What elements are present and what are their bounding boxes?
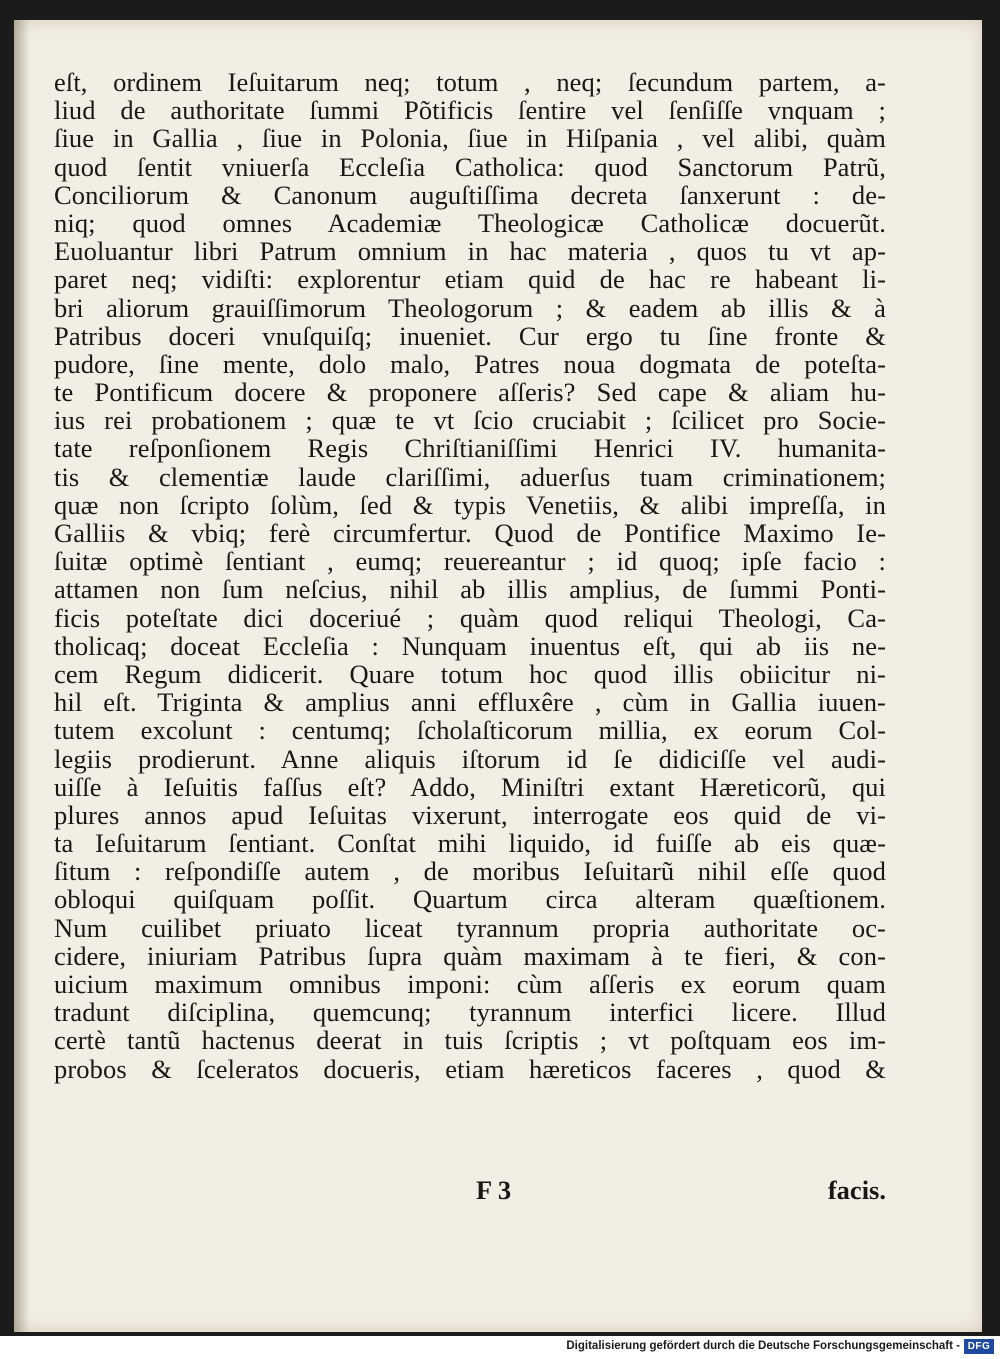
text-line: ius rei probationem ; quæ te vt ſcio cruciabit ; ſcilicet pro Socie-: [54, 405, 886, 436]
text-line: bri aliorum grauiſſimorum Theologorum ; & eadem ab illis & à: [54, 292, 886, 323]
text-line: Conciliorum & Canonum auguſtiſſima decreta ſanxerunt : de-: [54, 179, 886, 210]
signature-mark: F 3: [476, 1175, 512, 1205]
text-line: Patribus doceri vnuſquiſq; inueniet. Cur ergo tu ſine fronte &: [54, 320, 886, 351]
text-line: Euoluantur libri Patrum omnium in hac materia , quos tu vt ap-: [54, 236, 886, 267]
text-line: plures annos apud Ieſuitas vixerunt, interrogate eos quid de vi-: [54, 799, 886, 830]
text-line: niq; quod omnes Academiæ Theologicæ Catholicæ docuerũt.: [54, 207, 886, 238]
text-line: quæ non ſcripto ſolùm, ſed & typis Venetiis, & alibi impreſſa, in: [54, 489, 886, 520]
text-line: ſitum : reſpondiſſe autem , de moribus Ieſuitarũ nihil eſſe quod: [54, 856, 886, 887]
text-line: probos & ſceleratos docueris, etiam hæreticos faceres , quod &: [54, 1053, 886, 1084]
text-line: quod ſentit vniuerſa Eccleſia Catholica: quod Sanctorum Patrũ,: [54, 151, 886, 182]
text-line: pudore, ſine mente, dolo malo, Patres noua dogmata de poteſta-: [54, 348, 886, 379]
text-line: tradunt diſciplina, quemcunq; tyrannum interfici licere. Illud: [54, 997, 886, 1028]
funding-credit-text: Digitalisierung gefördert durch die Deutsche Forschungsgemeinschaft -: [566, 1340, 960, 1352]
text-line: paret neq; vidiſti: explorentur etiam quid de hac re habeant li-: [54, 264, 886, 295]
text-line: uicium maximum omnibus imponi: cùm aſſeris ex eorum quam: [54, 969, 886, 999]
text-line: hil eſt. Triginta & amplius anni effluxêre , cùm in Gallia iuuen-: [54, 687, 886, 718]
text-line: ſiue in Gallia , ſiue in Polonia, ſiue in Hiſpania , vel alibi, quàm: [54, 123, 886, 154]
text-line: cem Regum didicerit. Quare totum hoc quod illis obiicitur ni-: [54, 658, 886, 689]
page-footer-line: [54, 1175, 886, 1205]
text-line: uiſſe à Ieſuitis faſſus eſt? Addo, Miniſtri extant Hæreticorũ, qui: [54, 771, 886, 802]
text-line: tate reſponſionem Regis Chriſtianiſſimi Henrici IV. humanita-: [54, 433, 886, 464]
text-line: tutem excolunt : centumq; ſcholaſticorum millia, ex eorum Col-: [54, 715, 886, 746]
text-line: certè tantũ hactenus deerat in tuis ſcriptis ; vt poſtquam eos im-: [54, 1025, 886, 1056]
text-line: Galliis & vbiq; ferè circumfertur. Quod de Pontifice Maximo Ie-: [54, 518, 886, 548]
digitization-credit-bar: [0, 1336, 1000, 1359]
text-line: Num cuilibet priuato liceat tyrannum propria authoritate oc-: [54, 912, 886, 943]
text-line: tholicaq; doceat Eccleſia : Nunquam inuentus eſt, qui ab iis ne-: [54, 630, 886, 661]
book-page: [14, 20, 982, 1332]
text-line: te Pontificum docere & proponere aſſeris? Sed cape & aliam hu-: [54, 377, 886, 408]
dfg-logo: DFG: [964, 1339, 994, 1354]
text-line: ta Ieſuitarum ſentiant. Conſtat mihi liquido, id fuiſſe ab eis quæ-: [54, 828, 886, 859]
text-line: attamen non ſum neſcius, nihil ab illis amplius, de ſummi Ponti-: [54, 574, 886, 605]
page-body-text: [54, 68, 886, 1083]
text-line: eſt, ordinem Ieſuitarum neq; totum , neq; ſecundum partem, a-: [54, 67, 886, 97]
text-line: liud de authoritate ſummi Põtificis ſentire vel ſenſiſſe vnquam ;: [54, 95, 886, 126]
text-line: obloqui quiſquam poſſit. Quartum circa alteram quæſtionem.: [54, 884, 886, 915]
text-line: ſuitæ optimè ſentiant , eumq; reuereantur ; id quoq; ipſe facio :: [54, 546, 886, 577]
text-line: tis & clementiæ laude clariſſimi, aduerſus tuam criminationem;: [54, 461, 886, 492]
text-line: cidere, iniuriam Patribus ſupra quàm maximam à te fieri, & con-: [54, 940, 886, 971]
catchword: facis.: [827, 1175, 886, 1205]
text-line: legiis prodierunt. Anne aliquis iſtorum id ſe didiciſſe vel audi-: [54, 743, 886, 774]
text-line: ficis poteſtate dici doceriué ; quàm quod reliqui Theologi, Ca-: [54, 602, 886, 633]
